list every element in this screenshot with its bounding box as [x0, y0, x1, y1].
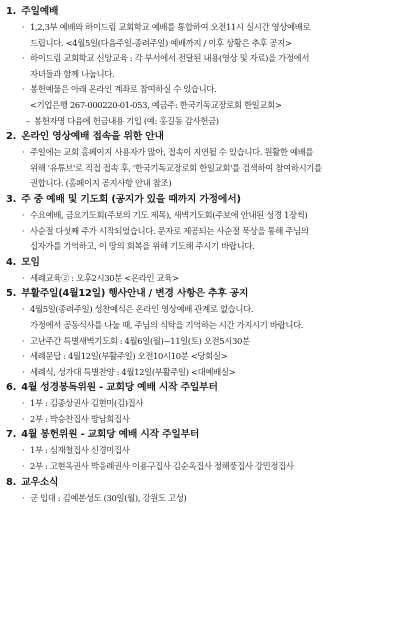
bullet: · — [22, 335, 25, 346]
section-title: 부활주일(4월12일) 행사안내 / 변경 사항은 추후 공지 — [21, 288, 249, 300]
bullet: · — [22, 445, 25, 456]
item-line: 세례교육② : 오후2시30분 <온라인 교육> — [30, 272, 179, 283]
list-item — [6, 396, 410, 412]
item-line: 2부 : 박승찬집사 방남희집사 — [30, 413, 130, 424]
list-item — [6, 491, 410, 507]
item-line: 드립니다. <4월5일(다음주일-종려주일) 예배까지 / 이후 상황은 추후 공지> — [30, 37, 292, 48]
section-number: 7. — [6, 429, 17, 441]
section-2 — [6, 129, 410, 192]
item-list — [6, 302, 410, 380]
section-heading — [6, 4, 410, 20]
bullet: · — [22, 413, 25, 424]
section-heading — [6, 129, 410, 145]
item-line: 십자가를 기억하고, 이 땅의 회복을 위해 기도해 주시기 바랍니다. — [30, 241, 255, 252]
item-list — [6, 20, 410, 129]
list-item — [6, 224, 410, 255]
bullet: · — [22, 209, 25, 220]
section-heading — [6, 255, 410, 271]
item-list — [6, 145, 410, 192]
bullet: · — [22, 492, 25, 503]
list-item — [6, 349, 410, 365]
section-title: 주 중 예배 및 기도회 (공지가 있을 때까지 가정에서) — [21, 193, 241, 205]
list-item — [6, 271, 410, 287]
bullet: · — [22, 84, 25, 95]
item-line: 고난주간 특별새벽기도회 : 4월6일(월)~11일(토) 오전5시30분 — [30, 335, 250, 346]
section-1 — [6, 4, 410, 129]
item-list — [6, 491, 410, 507]
bullet: · — [22, 461, 25, 472]
section-title: 4월 봉헌위원 - 교회당 예배 시작 주일부터 — [21, 429, 200, 441]
list-item — [6, 365, 410, 381]
item-line: 2부 : 고현옥권사 박응례권사 이용구집사 김순옥집사 정해풍집사 강민정집사 — [30, 461, 294, 472]
section-heading — [6, 192, 410, 208]
section-number: 8. — [6, 476, 17, 488]
item-line: <기업은행 267-000220-01-053, 예금주: 한국기독교장로회 한일교회> — [30, 99, 282, 110]
section-number: 4. — [6, 256, 17, 268]
section-title: 주일예배 — [21, 6, 59, 17]
dash-bullet: – — [26, 115, 30, 126]
item-line: 1부 : 김종상권사 김현미(김)집사 — [30, 398, 144, 409]
bullet: · — [22, 147, 25, 158]
list-item — [6, 302, 410, 333]
bullet: · — [22, 53, 25, 64]
item-line: 봉헌예물은 아래 온라인 계좌로 참여하실 수 있습니다. — [30, 84, 217, 95]
section-number: 2. — [6, 131, 17, 143]
item-line: 4월5일(종려주일) 성찬예식은 온라인 영상예배 관계로 없습니다. — [30, 304, 254, 315]
bullet: · — [22, 272, 25, 283]
section-heading — [6, 286, 410, 302]
section-title: 교우소식 — [21, 476, 59, 488]
section-number: 6. — [6, 382, 17, 394]
list-item — [6, 334, 410, 350]
item-line: 1,2,3부 예배와 하이드림 교회학교 예배를 통합하여 오전11시 실시간 영상예배로 — [30, 22, 311, 32]
list-item — [6, 208, 410, 224]
section-6 — [6, 380, 410, 427]
item-list — [6, 271, 410, 287]
section-heading — [6, 427, 410, 443]
item-list — [6, 443, 410, 474]
section-7 — [6, 427, 410, 474]
item-line: 수요예배, 금요기도회(주보의 기도 제목), 새벽기도회(주보에 안내된 성경 1장씩) — [30, 209, 308, 220]
item-line: 하이드림 교회학교 신앙교육 : 각 부서에서 전달된 내용(영상 및 자료)을 가정에서 — [30, 53, 310, 64]
section-number: 3. — [6, 193, 17, 205]
item-line: 1부 : 심재철집사 신경미집사 — [30, 445, 130, 456]
item-line: 봉헌자명 다음에 헌금내용 기입 (예: 홍길동 감사헌금) — [34, 115, 219, 126]
item-line: 위해 '유튜브'로 직접 접속 후, '한국기독교장로회 한일교회'를 검색하여 참여하시기를 — [30, 162, 322, 173]
bullet: · — [22, 22, 25, 32]
list-item — [6, 443, 410, 459]
section-title: 4월 성경봉독위원 - 교회당 예배 시작 주일부터 — [21, 382, 218, 394]
item-line: 가정에서 공동식사를 나눌 때, 주님의 식탁을 기억하는 시간 가지시기 바랍니다. — [30, 319, 304, 330]
list-item — [6, 82, 410, 113]
bullet: · — [22, 398, 25, 409]
section-number: 5. — [6, 288, 17, 300]
item-line: 자녀들과 함께 나눕니다. — [30, 68, 115, 79]
list-item — [6, 459, 410, 475]
item-list — [6, 396, 410, 427]
section-5 — [6, 286, 410, 380]
bullet: · — [22, 351, 25, 362]
section-3 — [6, 192, 410, 255]
item-line: 주일에는 교회 홈페이지 사용자가 많아, 접속이 지연될 수 있습니다. 원활한 예배를 — [30, 147, 314, 158]
item-line: 권합니다. (홈페이지 공지사항 안내 참조) — [30, 178, 172, 189]
section-number: 1. — [6, 6, 17, 17]
bullet: · — [22, 304, 25, 315]
section-heading — [6, 380, 410, 396]
item-list — [6, 208, 410, 255]
list-item — [6, 51, 410, 82]
bullet: · — [22, 225, 25, 236]
section-4 — [6, 255, 410, 287]
section-title: 모임 — [21, 256, 40, 268]
item-line: 사순절 다섯째 주가 시작되었습니다. 문자로 제공되는 사순절 묵상을 통해 주님의 — [30, 225, 309, 236]
section-8 — [6, 475, 410, 507]
section-title: 온라인 영상예배 접속을 위한 안내 — [21, 131, 164, 143]
list-item — [6, 114, 410, 130]
list-item — [6, 412, 410, 428]
section-heading — [6, 475, 410, 491]
item-line: 군 입대 : 김예본성도 (30일(월), 강원도 고성) — [30, 492, 187, 503]
item-line: 세례식, 성가대 특별찬양 : 4월12일(부활주일) <대예배실> — [30, 366, 236, 377]
bullet: · — [22, 366, 25, 377]
list-item — [6, 20, 410, 51]
item-line: 세례문답 : 4월12일(부활주일) 오전10시10분 <당회실> — [30, 351, 228, 362]
list-item — [6, 145, 410, 192]
